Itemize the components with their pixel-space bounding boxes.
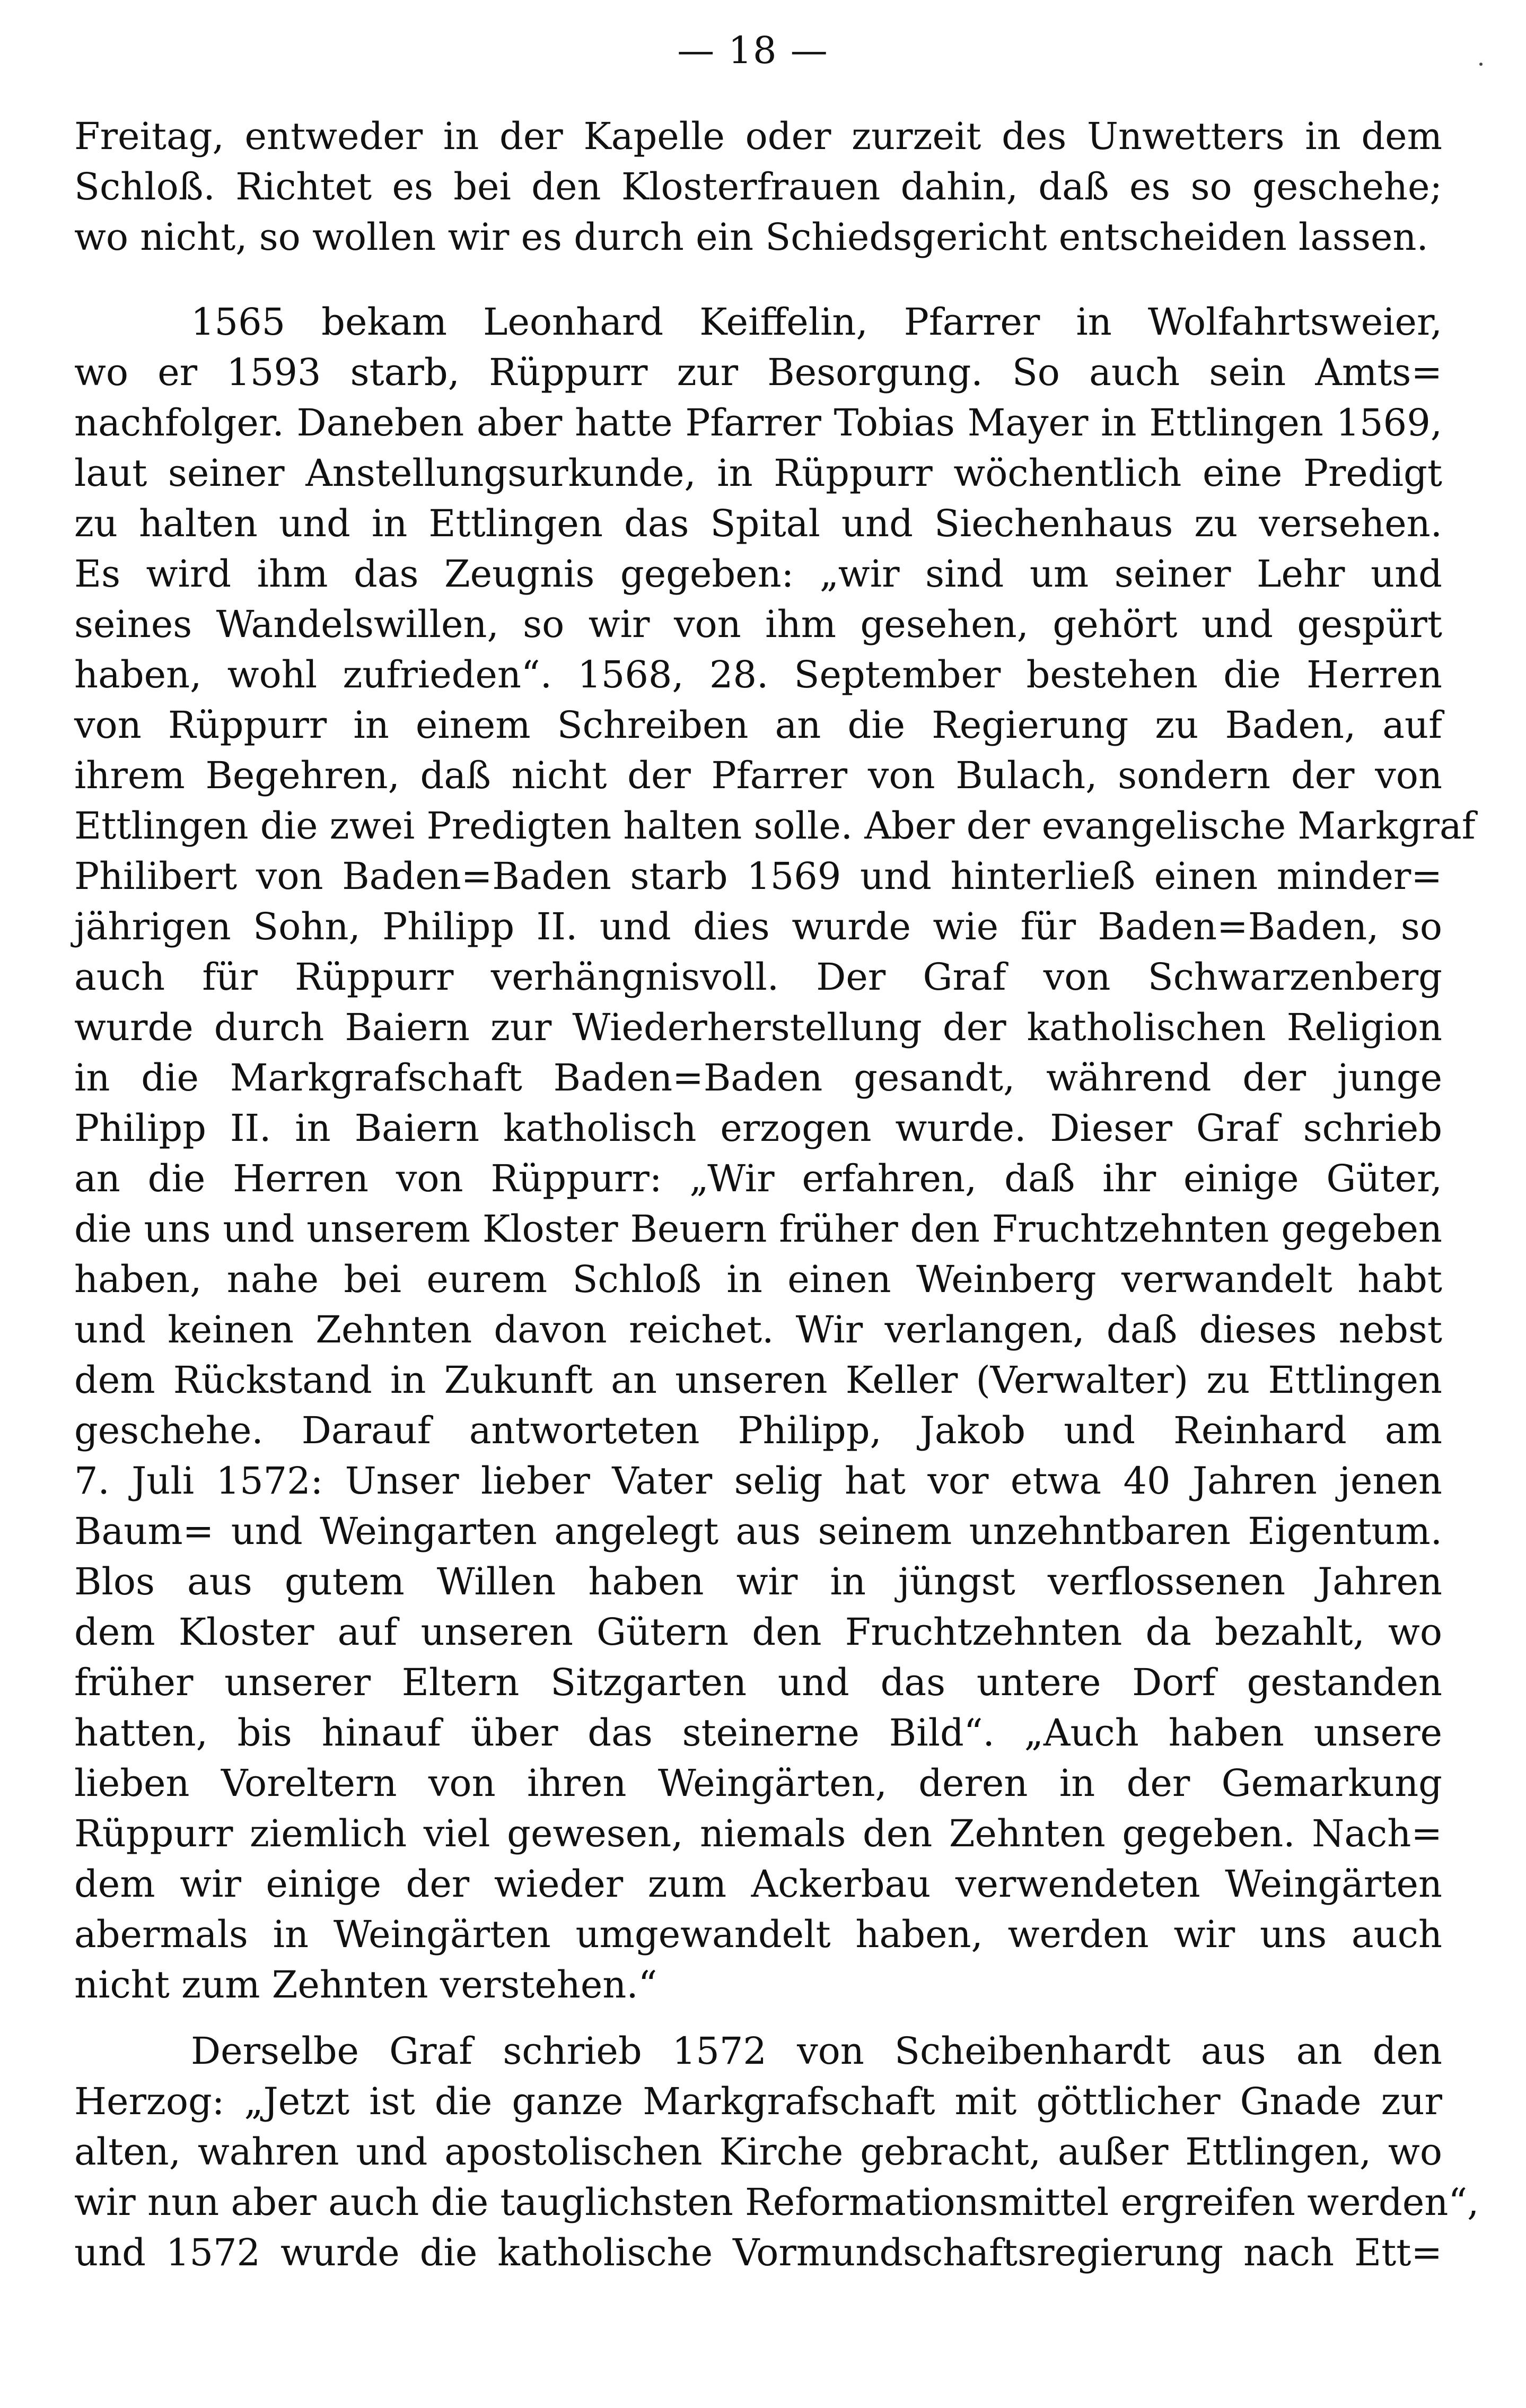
text-line: von Rüppurr in einem Schreiben an die Regierung zu Baden, auf bbox=[74, 703, 1442, 747]
text-line: haben, nahe bei eurem Schloß in einen Weinberg verwandelt habt bbox=[74, 1258, 1442, 1301]
text-line: wurde durch Baiern zur Wiederherstellung der katholischen Religion bbox=[74, 1006, 1442, 1049]
text-line: Ettlingen die zwei Predigten halten solle. Aber der evangelische Markgraf bbox=[74, 804, 1476, 848]
text-line: wo er 1593 starb, Rüppurr zur Besorgung. So auch sein Amts= bbox=[74, 351, 1442, 394]
text-line: dem Kloster auf unseren Gütern den Fruchtzehnten da bezahlt, wo bbox=[74, 1610, 1442, 1654]
text-line: abermals in Weingärten umgewandelt haben, werden wir uns auch bbox=[74, 1913, 1442, 1956]
text-line: zu halten und in Ettlingen das Spital und Siechenhaus zu versehen. bbox=[74, 502, 1442, 545]
text-line: 7. Juli 1572: Unser lieber Vater selig hat vor etwa 40 Jahren jenen bbox=[74, 1459, 1442, 1503]
text-line: alten, wahren und apostolischen Kirche gebracht, außer Ettlingen, wo bbox=[74, 2130, 1442, 2174]
text-line: Schloß. Richtet es bei den Klosterfrauen dahin, daß es so geschehe; bbox=[74, 165, 1442, 208]
scan-speck bbox=[1479, 63, 1483, 66]
text-line: an die Herren von Rüppurr: „Wir erfahren, daß ihr einige Güter, bbox=[74, 1157, 1442, 1200]
text-line: Philipp II. in Baiern katholisch erzogen wurde. Dieser Graf schrieb bbox=[74, 1106, 1442, 1150]
text-line: Philibert von Baden=Baden starb 1569 und hinterließ einen minder= bbox=[74, 854, 1442, 898]
text-line: wir nun aber auch die tauglichsten Reformationsmittel ergreifen werden“, bbox=[74, 2180, 1479, 2224]
text-line: jährigen Sohn, Philipp II. und dies wurde wie für Baden=Baden, so bbox=[74, 905, 1442, 948]
text-line: lieben Voreltern von ihren Weingärten, deren in der Gemarkung bbox=[74, 1761, 1442, 1805]
text-line: Herzog: „Jetzt ist die ganze Markgrafschaft mit göttlicher Gnade zur bbox=[74, 2080, 1442, 2123]
text-line: wo nicht, so wollen wir es durch ein Schiedsgericht entscheiden lassen. bbox=[74, 215, 1428, 259]
text-line: die uns und unserem Kloster Beuern früher den Fruchtzehnten gegeben bbox=[74, 1207, 1442, 1251]
page-number: — 18 — bbox=[677, 29, 829, 72]
text-line: nicht zum Zehnten verstehen.“ bbox=[74, 1963, 657, 2006]
text-line: seines Wandelswillen, so wir von ihm gesehen, gehört und gespürt bbox=[74, 603, 1442, 646]
text-line: Baum= und Weingarten angelegt aus seinem unzehntbaren Eigentum. bbox=[74, 1510, 1442, 1553]
text-line: haben, wohl zufrieden“. 1568, 28. September bestehen die Herren bbox=[74, 653, 1442, 696]
text-line: Blos aus gutem Willen haben wir in jüngst verflossenen Jahren bbox=[74, 1560, 1442, 1603]
text-line: Es wird ihm das Zeugnis gegeben: „wir sind um seiner Lehr und bbox=[74, 552, 1442, 596]
text-line: und keinen Zehnten davon reichet. Wir verlangen, daß dieses nebst bbox=[74, 1308, 1442, 1351]
paragraph-2 bbox=[74, 297, 1476, 2010]
text-line: dem Rückstand in Zukunft an unseren Keller (Verwalter) zu Ettlingen bbox=[74, 1358, 1442, 1402]
text-line: Freitag, entweder in der Kapelle oder zurzeit des Unwetters in dem bbox=[74, 115, 1442, 158]
text-line: geschehe. Darauf antworteten Philipp, Jakob und Reinhard am bbox=[74, 1409, 1442, 1452]
text-line: ihrem Begehren, daß nicht der Pfarrer von Bulach, sondern der von bbox=[74, 754, 1442, 797]
text-line: Derselbe Graf schrieb 1572 von Scheibenhardt aus an den bbox=[191, 2029, 1442, 2073]
text-line: früher unserer Eltern Sitzgarten und das untere Dorf gestanden bbox=[74, 1661, 1442, 1704]
text-line: dem wir einige der wieder zum Ackerbau verwendeten Weingärten bbox=[74, 1862, 1442, 1906]
text-line: auch für Rüppurr verhängnisvoll. Der Graf von Schwarzenberg bbox=[74, 955, 1442, 999]
paragraph-1 bbox=[74, 111, 1442, 263]
text-line: 1565 bekam Leonhard Keiffelin, Pfarrer in Wolfahrtsweier, bbox=[191, 300, 1442, 344]
text-line: Rüppurr ziemlich viel gewesen, niemals den Zehnten gegeben. Nach= bbox=[74, 1812, 1442, 1855]
text-line: nachfolger. Daneben aber hatte Pfarrer Tobias Mayer in Ettlingen 1569, bbox=[74, 401, 1442, 444]
text-line: laut seiner Anstellungsurkunde, in Rüppurr wöchentlich eine Predigt bbox=[74, 451, 1442, 495]
paragraph-3 bbox=[74, 2026, 1479, 2278]
text-line: hatten, bis hinauf über das steinerne Bild“. „Auch haben unsere bbox=[74, 1711, 1442, 1755]
text-line: und 1572 wurde die katholische Vormundschaftsregierung nach Ett= bbox=[74, 2231, 1442, 2274]
text-line: in die Markgrafschaft Baden=Baden gesandt, während der junge bbox=[74, 1056, 1442, 1100]
